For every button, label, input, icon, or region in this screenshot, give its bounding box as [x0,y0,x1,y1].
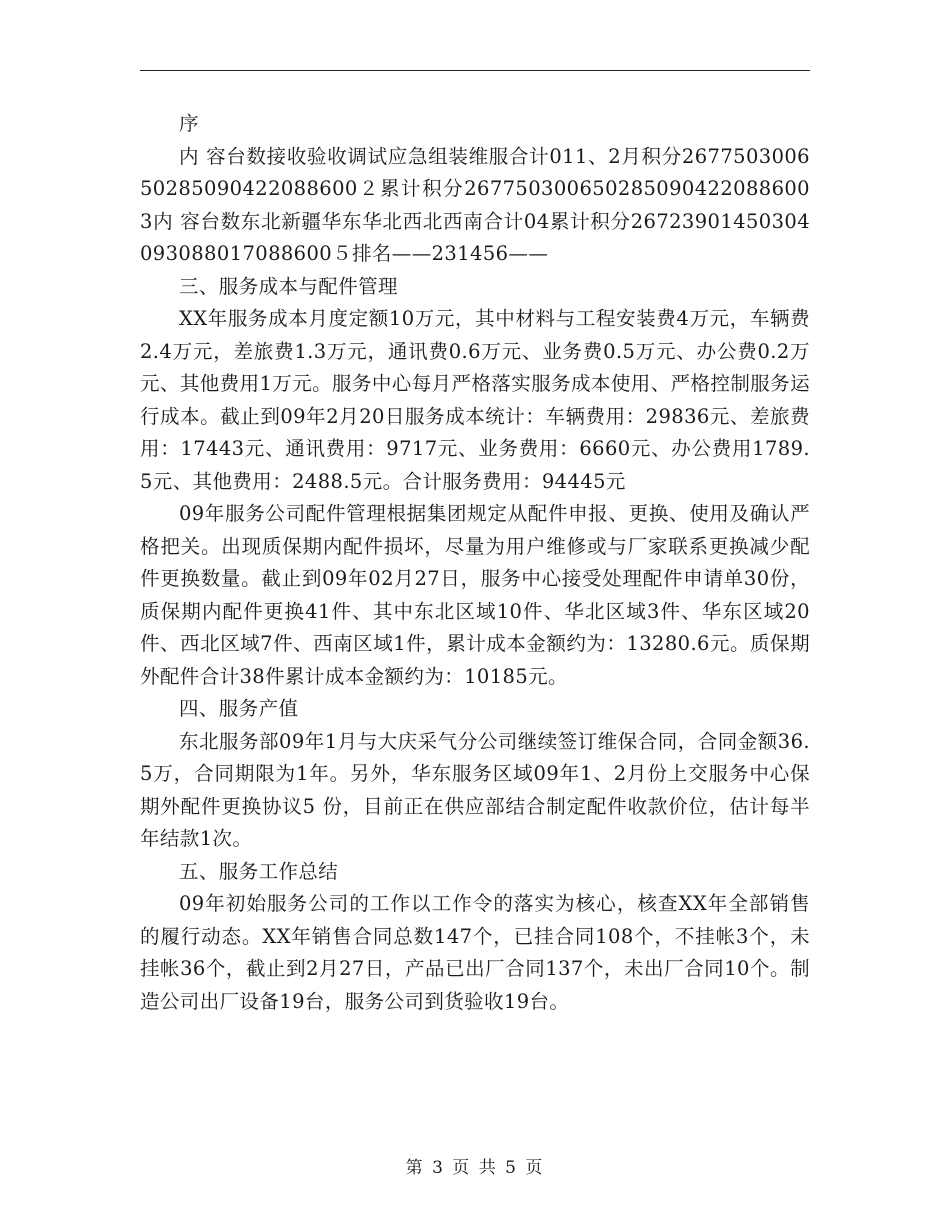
section-heading: 三、服务成本与配件管理 [179,274,398,298]
section-heading: 四、服务产值 [179,697,299,720]
document-body [140,108,810,1018]
page-footer: 第 3 页 共 5 页 [405,1158,545,1178]
paragraph: 09年服务公司配件管理根据集团规定从配件申报、更换、使用及确认严格把关。出现质保期内配件损坏，尽量为用户维修或与厂家联系更换减少配件更换数量。截止到09年02月27日，服务中心接受处理配件申请单30份，质保期内配件更换41件、其中东北区域10件、华北区域3件、华东区域20件、西北区域7件、西南区域1件，累计成本金额约为：13280.6元。质保期外配件合计38件累计成本金额约为：10185元。 [140,502,810,688]
paragraph: 09年初始服务公司的工作以工作令的落实为核心，核查XX年全部销售的履行动态。XX年销售合同总数147个，已挂合同108个，不挂帐3个，未挂帐36个，截止到2月27日，产品已出厂合同137个，未出厂合同10个。制造公司出厂设备19台，服务公司到货验收19台。 [140,892,810,1013]
paragraph: 序 [179,112,199,135]
section-heading: 五、服务工作总结 [179,859,339,883]
paragraph: 内 容台数接收验收调试应急组装维服合计011、2月积分267750300650285090422088600２累计积分2677503006502850904220886003内 容台数东北新疆华东华北西北西南合计04累计积分26723901450304093088017088600５排名——231456—— [140,144,810,265]
paragraph: XX年服务成本月度定额10万元，其中材料与工程安装费4万元，车辆费2.4万元，差旅费1.3万元，通讯费0.6万元、业务费0.5万元、办公费0.2万元、其他费用1万元。服务中心每月严格落实服务成本使用、严格控制服务运行成本。截止到09年2月20日服务成本统计：车辆费用：29836元、差旅费用：17443元、通讯费用：9717元、业务费用：6660元、办公费用1789.5元、其他费用：2488.5元。合计服务费用：94445元 [140,307,810,493]
paragraph: 东北服务部09年1月与大庆采气分公司继续签订维保合同，合同金额36.5万，合同期限为1年。另外，华东服务区域09年1、2月份上交服务中心保期外配件更换协议5 份，目前正在供应部结合制定配件收款价位，估计每半年结款1次。 [140,729,810,850]
header-rule [140,70,810,71]
